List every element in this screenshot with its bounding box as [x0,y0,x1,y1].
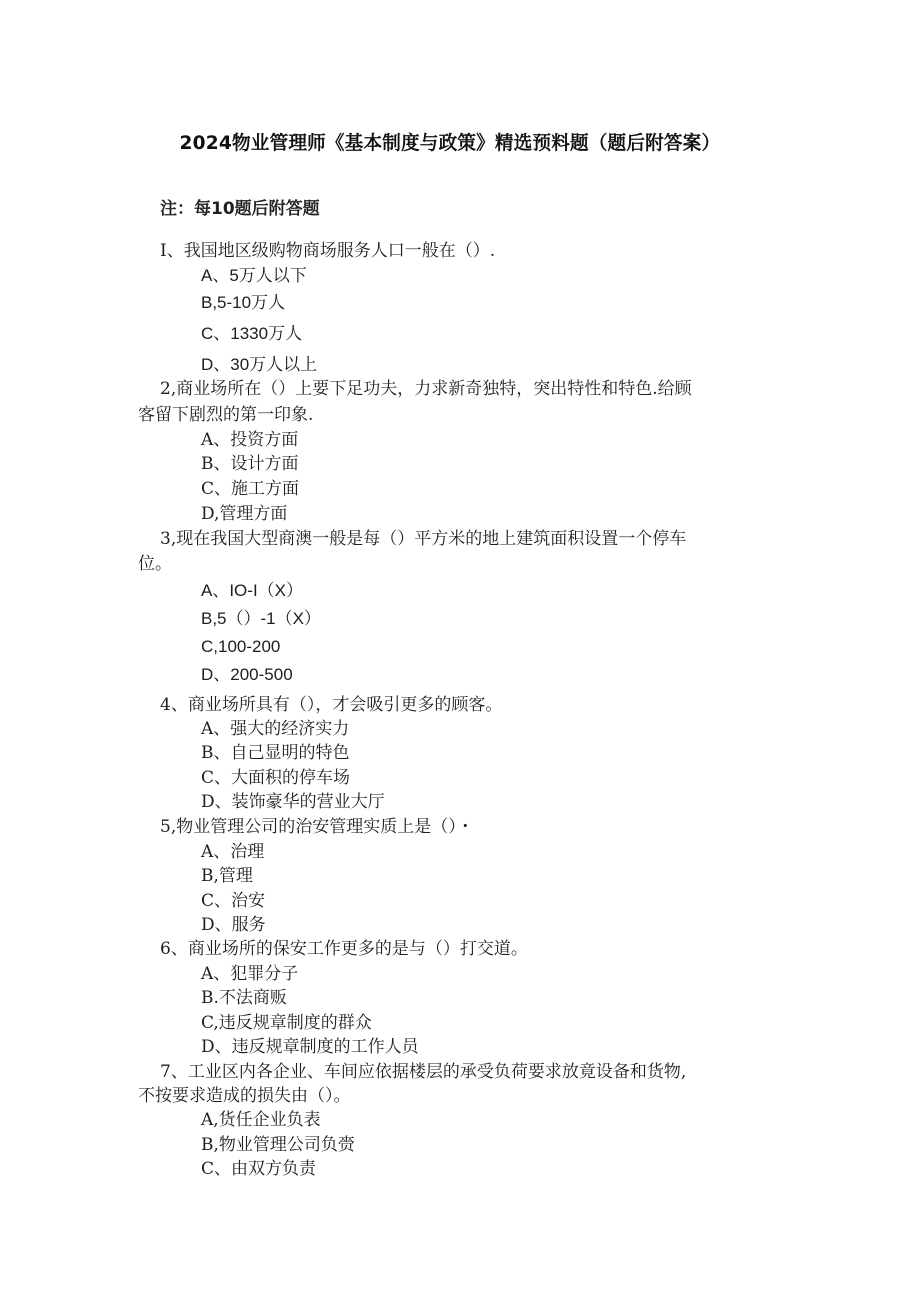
question-4: 4、商业场所具有（），才会吸引更多的顾客。 [160,695,503,715]
option-6d: D、违反规章制度的工作人员 [201,1037,419,1057]
option-5b: B,管理 [201,866,253,886]
option-4d: D、装饰豪华的营业大厅 [201,792,385,812]
question-3-cont: 位。 [138,554,172,574]
question-2-cont: 客留下剧烈的第一印象. [138,405,314,425]
option-4c: C、大面积的停车场 [201,768,351,788]
option-1b: B,5-10万人 [201,293,286,312]
option-3a: A、IO-I（X） [201,581,304,600]
option-6a: A、犯罪分子 [201,964,299,984]
option-2d: D,管理方面 [201,504,288,524]
question-1: I、我国地区级购物商场服务人口一般在（）. [160,241,496,261]
option-5d: D、服务 [201,915,266,935]
option-3d: D、200-500 [201,665,293,684]
option-6c: C,违反规章制度的群众 [201,1013,372,1033]
question-7: 7、工业区内各企业、车间应依据楼层的承受负荷要求放竟设备和货物, [160,1062,687,1082]
question-5: 5,物业管理公司的治安管理实质上是（）・ [160,817,474,837]
page-title: 2024物业管理师《基本制度与政策》精选预料题（题后附答案） [179,132,721,154]
answer-note: 注：每10题后附答题 [160,199,320,219]
option-7c: C、由双方负责 [201,1159,317,1179]
option-7a: A,货任企业负表 [201,1110,321,1130]
option-5a: A、治理 [201,842,265,862]
option-6b: B.不法商贩 [201,988,287,1008]
option-1c: C、1330万人 [201,324,303,343]
option-1a: A、5万人以下 [201,266,307,285]
option-3c: C,100-200 [201,637,281,656]
question-2: 2,商业场所在（）上要下足功夫，力求新奇独特，突出特性和特色.给顾 [160,379,692,399]
option-5c: C、治安 [201,891,266,911]
option-1d: D、30万人以上 [201,355,318,374]
question-3: 3,现在我国大型商澳一般是每（）平方米的地上建筑面积设置一个停车 [160,529,687,549]
option-4a: A、强大的经济实力 [201,719,350,739]
question-7-cont: 不按要求造成的损失由（）。 [138,1086,351,1106]
option-7b: B,物业管理公司负赍 [201,1135,355,1155]
option-2a: A、投资方面 [201,430,299,450]
option-2b: B、设计方面 [201,454,299,474]
option-3b: B,5（）-1（X） [201,609,321,628]
option-4b: B、自己显明的特色 [201,743,350,763]
question-6: 6、商业场所的保安工作更多的是与（）打交道。 [160,939,528,959]
option-2c: C、施工方面 [201,479,300,499]
